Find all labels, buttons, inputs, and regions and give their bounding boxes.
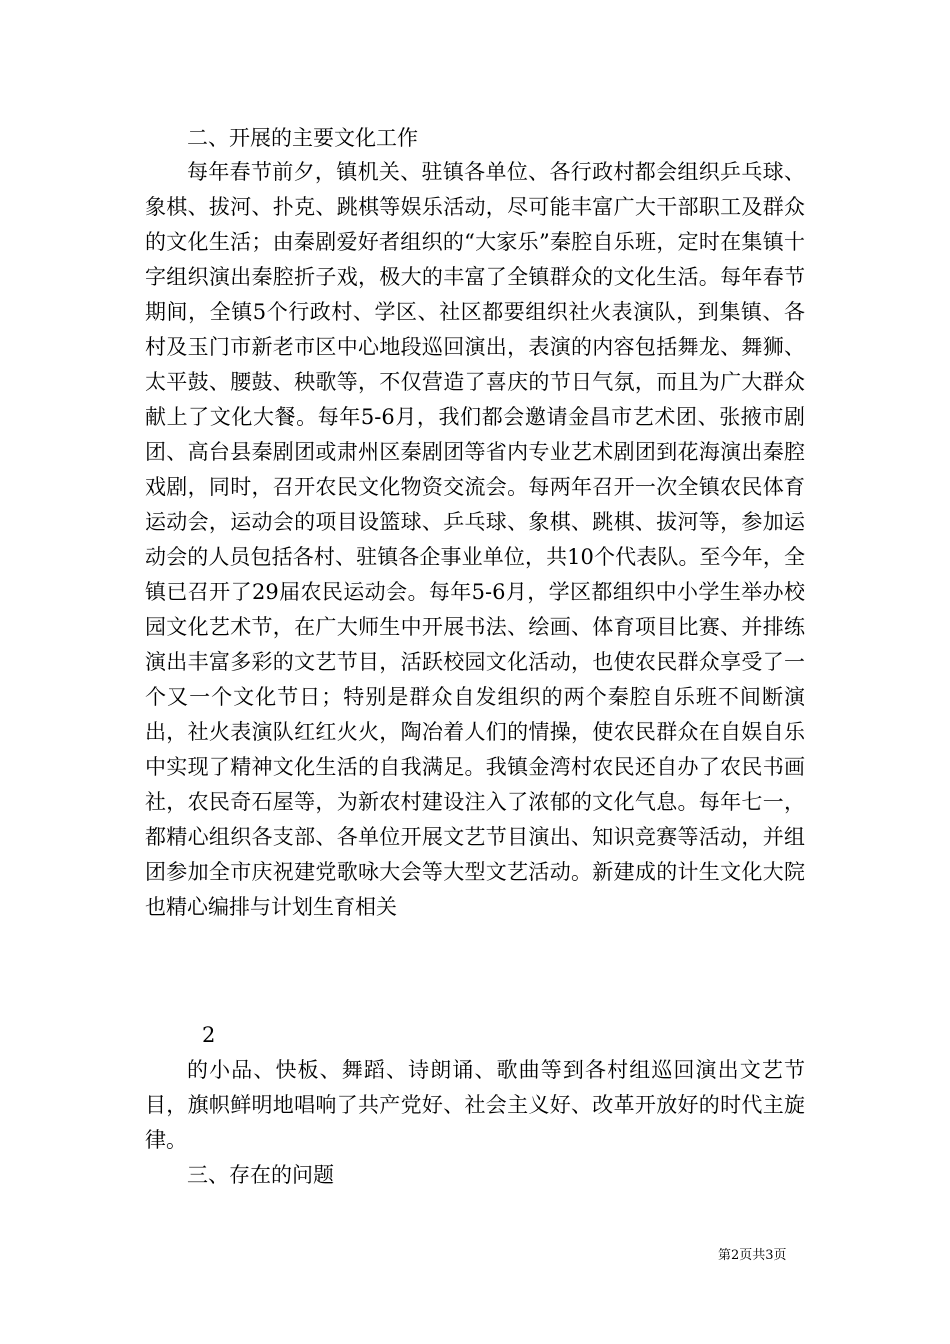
page-footer: 第2页共3页 xyxy=(718,1248,787,1263)
section-heading-3: 三、存在的问题 xyxy=(187,1163,334,1187)
section-heading-2: 二、开展的主要文化工作 xyxy=(187,126,418,150)
body-paragraph-1: 每年春节前夕，镇机关、驻镇各单位、各行政村都会组织乒乓球、象棋、拔河、扑克、跳棋等娱乐活动，尽可能丰富广大干部职工及群众的文化生活；由秦剧爱好者组织的“大家乐”秦腔自乐班，定时在集镇十字组织演出秦腔折子戏，极大的丰富了全镇群众的文化生活。每年春节期间，全镇5个行政村、学区、社区都要组织社火表演队，到集镇、各村及玉门市新老市区中心地段巡回演出，表演的内容包括舞龙、舞狮、太平鼓、腰鼓、秧歌等，不仅营造了喜庆的节日气氛，而且为广大群众献上了文化大餐。每年5-6月，我们都会邀请金昌市艺术团、张掖市剧团、高台县秦剧团或肃州区秦剧团等省内专业艺术剧团到花海演出秦腔戏剧，同时，召开农民文化物资交流会。每两年召开一次全镇农民体育运动会，运动会的项目设篮球、乒乓球、象棋、跳棋、拔河等，参加运动会的人员包括各村、驻镇各企事业单位，共10个代表队。至今年，全镇已召开了29届农民运动会。每年5-6月，学区都组织中小学生举办校园文化艺术节，在广大师生中开展书法、绘画、体育项目比赛、并排练演出丰富多彩的文艺节目，活跃校园文化活动，也使农民群众享受了一个又一个文化节日；特别是群众自发组织的两个秦腔自乐班不间断演出，社火表演队红红火火，陶冶着人们的情操，使农民群众在自娱自乐中实现了精神文化生活的自我满足。我镇金湾村农民还自办了农民书画社，农民奇石屋等，为新农村建设注入了浓郁的文化气息。每年七一，都精心组织各支部、各单位开展文艺节目演出、知识竞赛等活动，并组团参加全市庆祝建党歌咏大会等大型文艺活动。新建成的计生文化大院也精心编排与计划生育相关 xyxy=(145,160,805,919)
body-paragraph-2: 的小品、快板、舞蹈、诗朗诵、歌曲等到各村组巡回演出文艺节目，旗帜鲜明地唱响了共产党好、社会主义好、改革开放好的时代主旋律。 xyxy=(145,1058,805,1152)
page-number-marker: 2 xyxy=(202,1023,216,1047)
